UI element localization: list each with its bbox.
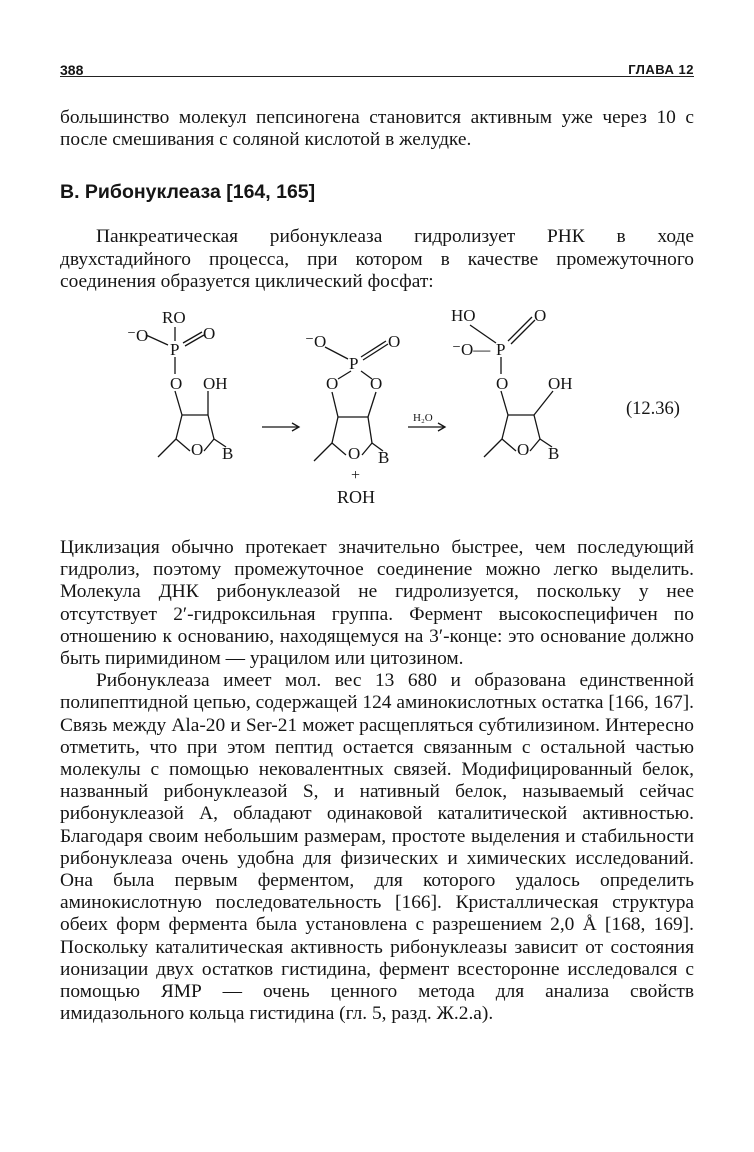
- o-label: O: [326, 374, 339, 394]
- p-label: P: [496, 340, 506, 360]
- o-label: O: [388, 332, 401, 352]
- o-label: O: [191, 440, 204, 460]
- body-paragraph-ribonuclease: Рибонуклеаза имеет мол. вес 13 680 и образована единственной полипептидной цепью, содержащей 124 аминокислотных остатка [166, 167]. Связь между Ala-20 и Ser-21 может расщепляться субтилизином. Интересно отметить, что при этом пептид остается связанным с остальной частью молекулы с помощью нековалентных связей. Модифицированный белок, названный рибонуклеазой S, и нативный белок, называемый сейчас рибонуклеазой А, обладают одинаковой каталитической активностью. Благодаря своим небольшим размерам, простоте выделения и стабильности рибонуклеаза очень удобна для физических и химических исследований. Она была первым ферментом, для которого удалось определить аминокислотную последовательность [166]. Кристаллическая структура обеих форм фермента была установлена с разрешением 2,0 Å [168, 169]. Поскольку каталитическая активность рибонуклеазы зависит от состояния ионизации двух остатков гистидина, фермент всесторонне исследовался с помощью ЯМР — очень ценного метода для анализа свойств имидазольного кольца гистидина (гл. 5, разд. Ж.2.а).: [60, 670, 694, 1025]
- o-minus-bond-label: ⁻O—: [452, 340, 491, 360]
- o-minus-label: ⁻O: [127, 326, 149, 346]
- reaction-scheme: [60, 299, 694, 537]
- book-page: [60, 52, 694, 1025]
- body-paragraph-cyclization: Циклизация обычно протекает значительно быстрее, чем последующий гидролиз, поэтому промежуточное соединение можно легко выделить. Молекула ДНК рибонуклеазой не гидролизуется, поскольку у нее отсутствует 2′-гидроксильная группа. Фермент высокоспецифичен по отношению к основанию, находящемуся на 3′-конце: это основание должно быть пиримидином — урацилом или цитозином.: [60, 537, 694, 670]
- intro-paragraph: Панкреатическая рибонуклеаза гидролизует РНК в ходе двухстадийного процесса, при котором в качестве промежуточного соединения образуется циклический фосфат:: [60, 226, 694, 292]
- b-label: B: [222, 444, 234, 464]
- o-label: O: [517, 440, 530, 460]
- structure-cyclic-phosphate: [305, 332, 400, 507]
- section-heading: В. Рибонуклеаза [164, 165]: [60, 181, 316, 204]
- page-number: 388: [60, 62, 84, 78]
- o-label: O: [534, 306, 547, 326]
- b-label: B: [548, 444, 560, 464]
- p-label: P: [349, 354, 359, 374]
- oh-label: OH: [548, 374, 573, 394]
- roh-byproduct: ROH: [337, 487, 376, 508]
- reaction-arrow-1: [262, 423, 299, 431]
- oh-label: OH: [203, 374, 228, 394]
- continuation-paragraph: большинство молекул пепсиногена становится активным уже через 10 с после смешивания с соляной кислотой в желудке.: [60, 107, 694, 151]
- reaction-arrow-2: [408, 412, 445, 431]
- b-label: B: [378, 448, 390, 468]
- running-header: [60, 52, 694, 77]
- water-reagent: H₂O: [413, 412, 433, 425]
- ro-label: RO: [162, 308, 186, 328]
- plus-sign: +: [351, 467, 361, 485]
- o-minus-label: ⁻O: [305, 332, 327, 352]
- ho-label: HO: [451, 306, 476, 326]
- o-label: O: [170, 374, 183, 394]
- o-label: O: [370, 374, 383, 394]
- p-label: P: [170, 340, 180, 360]
- o-label: O: [203, 324, 216, 344]
- structure-nucleotide: [127, 308, 233, 463]
- o-label: O: [348, 444, 361, 464]
- chapter-label: ГЛАВА 12: [628, 62, 694, 77]
- o-label: O: [496, 374, 509, 394]
- equation-number: (12.36): [626, 399, 680, 420]
- structure-3-phosphate: [451, 306, 573, 463]
